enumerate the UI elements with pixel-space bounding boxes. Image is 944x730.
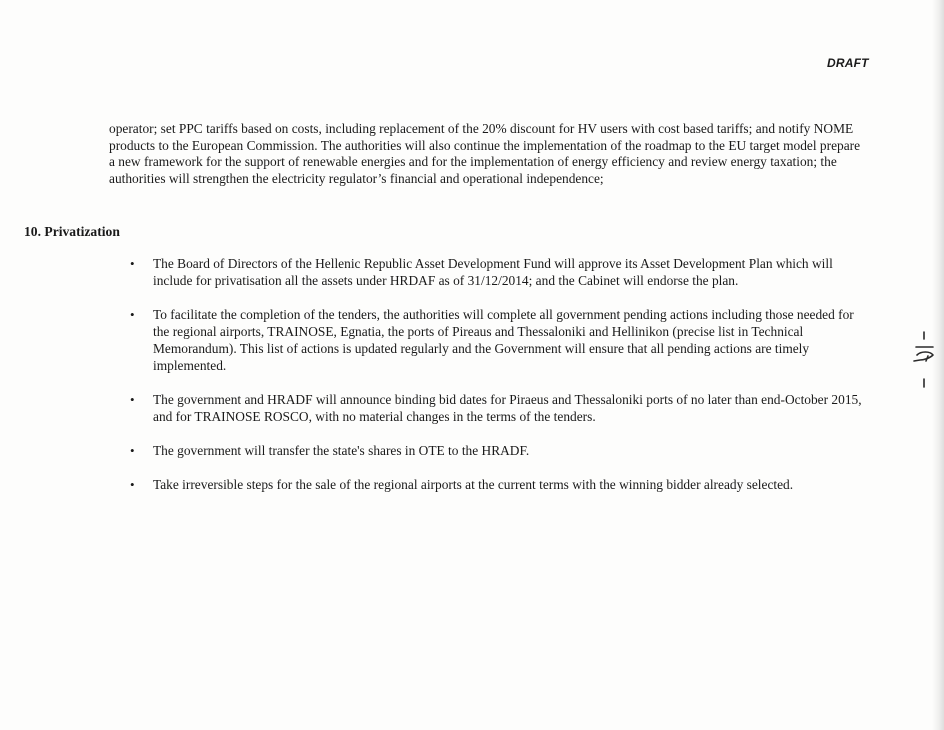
bullet-icon: •: [130, 256, 135, 271]
list-item: [130, 442, 870, 459]
intro-paragraph: operator; set PPC tariffs based on costs, including replacement of the 20% discount for HV users with cost based tariffs; and notify NOME products to the European Commission. The authorities will also continue the implementation of the roadmap to the EU target model prepare a new framework for the support of renewable energies and for the implementation of energy efficiency and review energy taxation; the authorities will strengthen the electricity regulator’s financial and operational independence;: [109, 121, 861, 186]
list-item: [130, 306, 870, 374]
list-item-text: The government will transfer the state's shares in OTE to the HRADF.: [153, 443, 530, 458]
handwritten-page-number: [906, 330, 942, 394]
list-item-text: The government and HRADF will announce binding bid dates for Piraeus and Thessaloniki ports of no later than end-October 2015, and for TRAINOSE ROSCO, with no material changes in the terms of the tenders.: [153, 392, 862, 424]
bullet-icon: •: [130, 307, 135, 322]
privatization-bullet-list: [130, 255, 870, 510]
list-item-text: The Board of Directors of the Hellenic Republic Asset Development Fund will approve its Asset Development Plan which will include for privatisation all the assets under HRDAF as of 31/12/2014; and the Cabinet will endorse the plan.: [153, 256, 833, 288]
bullet-icon: •: [130, 443, 135, 458]
list-item: [130, 476, 870, 493]
bullet-icon: •: [130, 477, 135, 492]
bullet-icon: •: [130, 392, 135, 407]
list-item-text: To facilitate the completion of the tenders, the authorities will complete all government pending actions including those needed for the regional airports, TRAINOSE, Egnatia, the ports of Pireaus and Thessaloniki and Hellinikon (precise list in Technical Memorandum). This list of actions is updated regularly and the Government will ensure that all pending actions are timely implemented.: [153, 307, 854, 373]
draft-label: DRAFT: [827, 56, 869, 70]
section-heading: 10. Privatization: [24, 224, 120, 239]
list-item: [130, 391, 870, 425]
list-item-text: Take irreversible steps for the sale of the regional airports at the current terms with the winning bidder already selected.: [153, 477, 794, 492]
list-item: [130, 255, 870, 289]
